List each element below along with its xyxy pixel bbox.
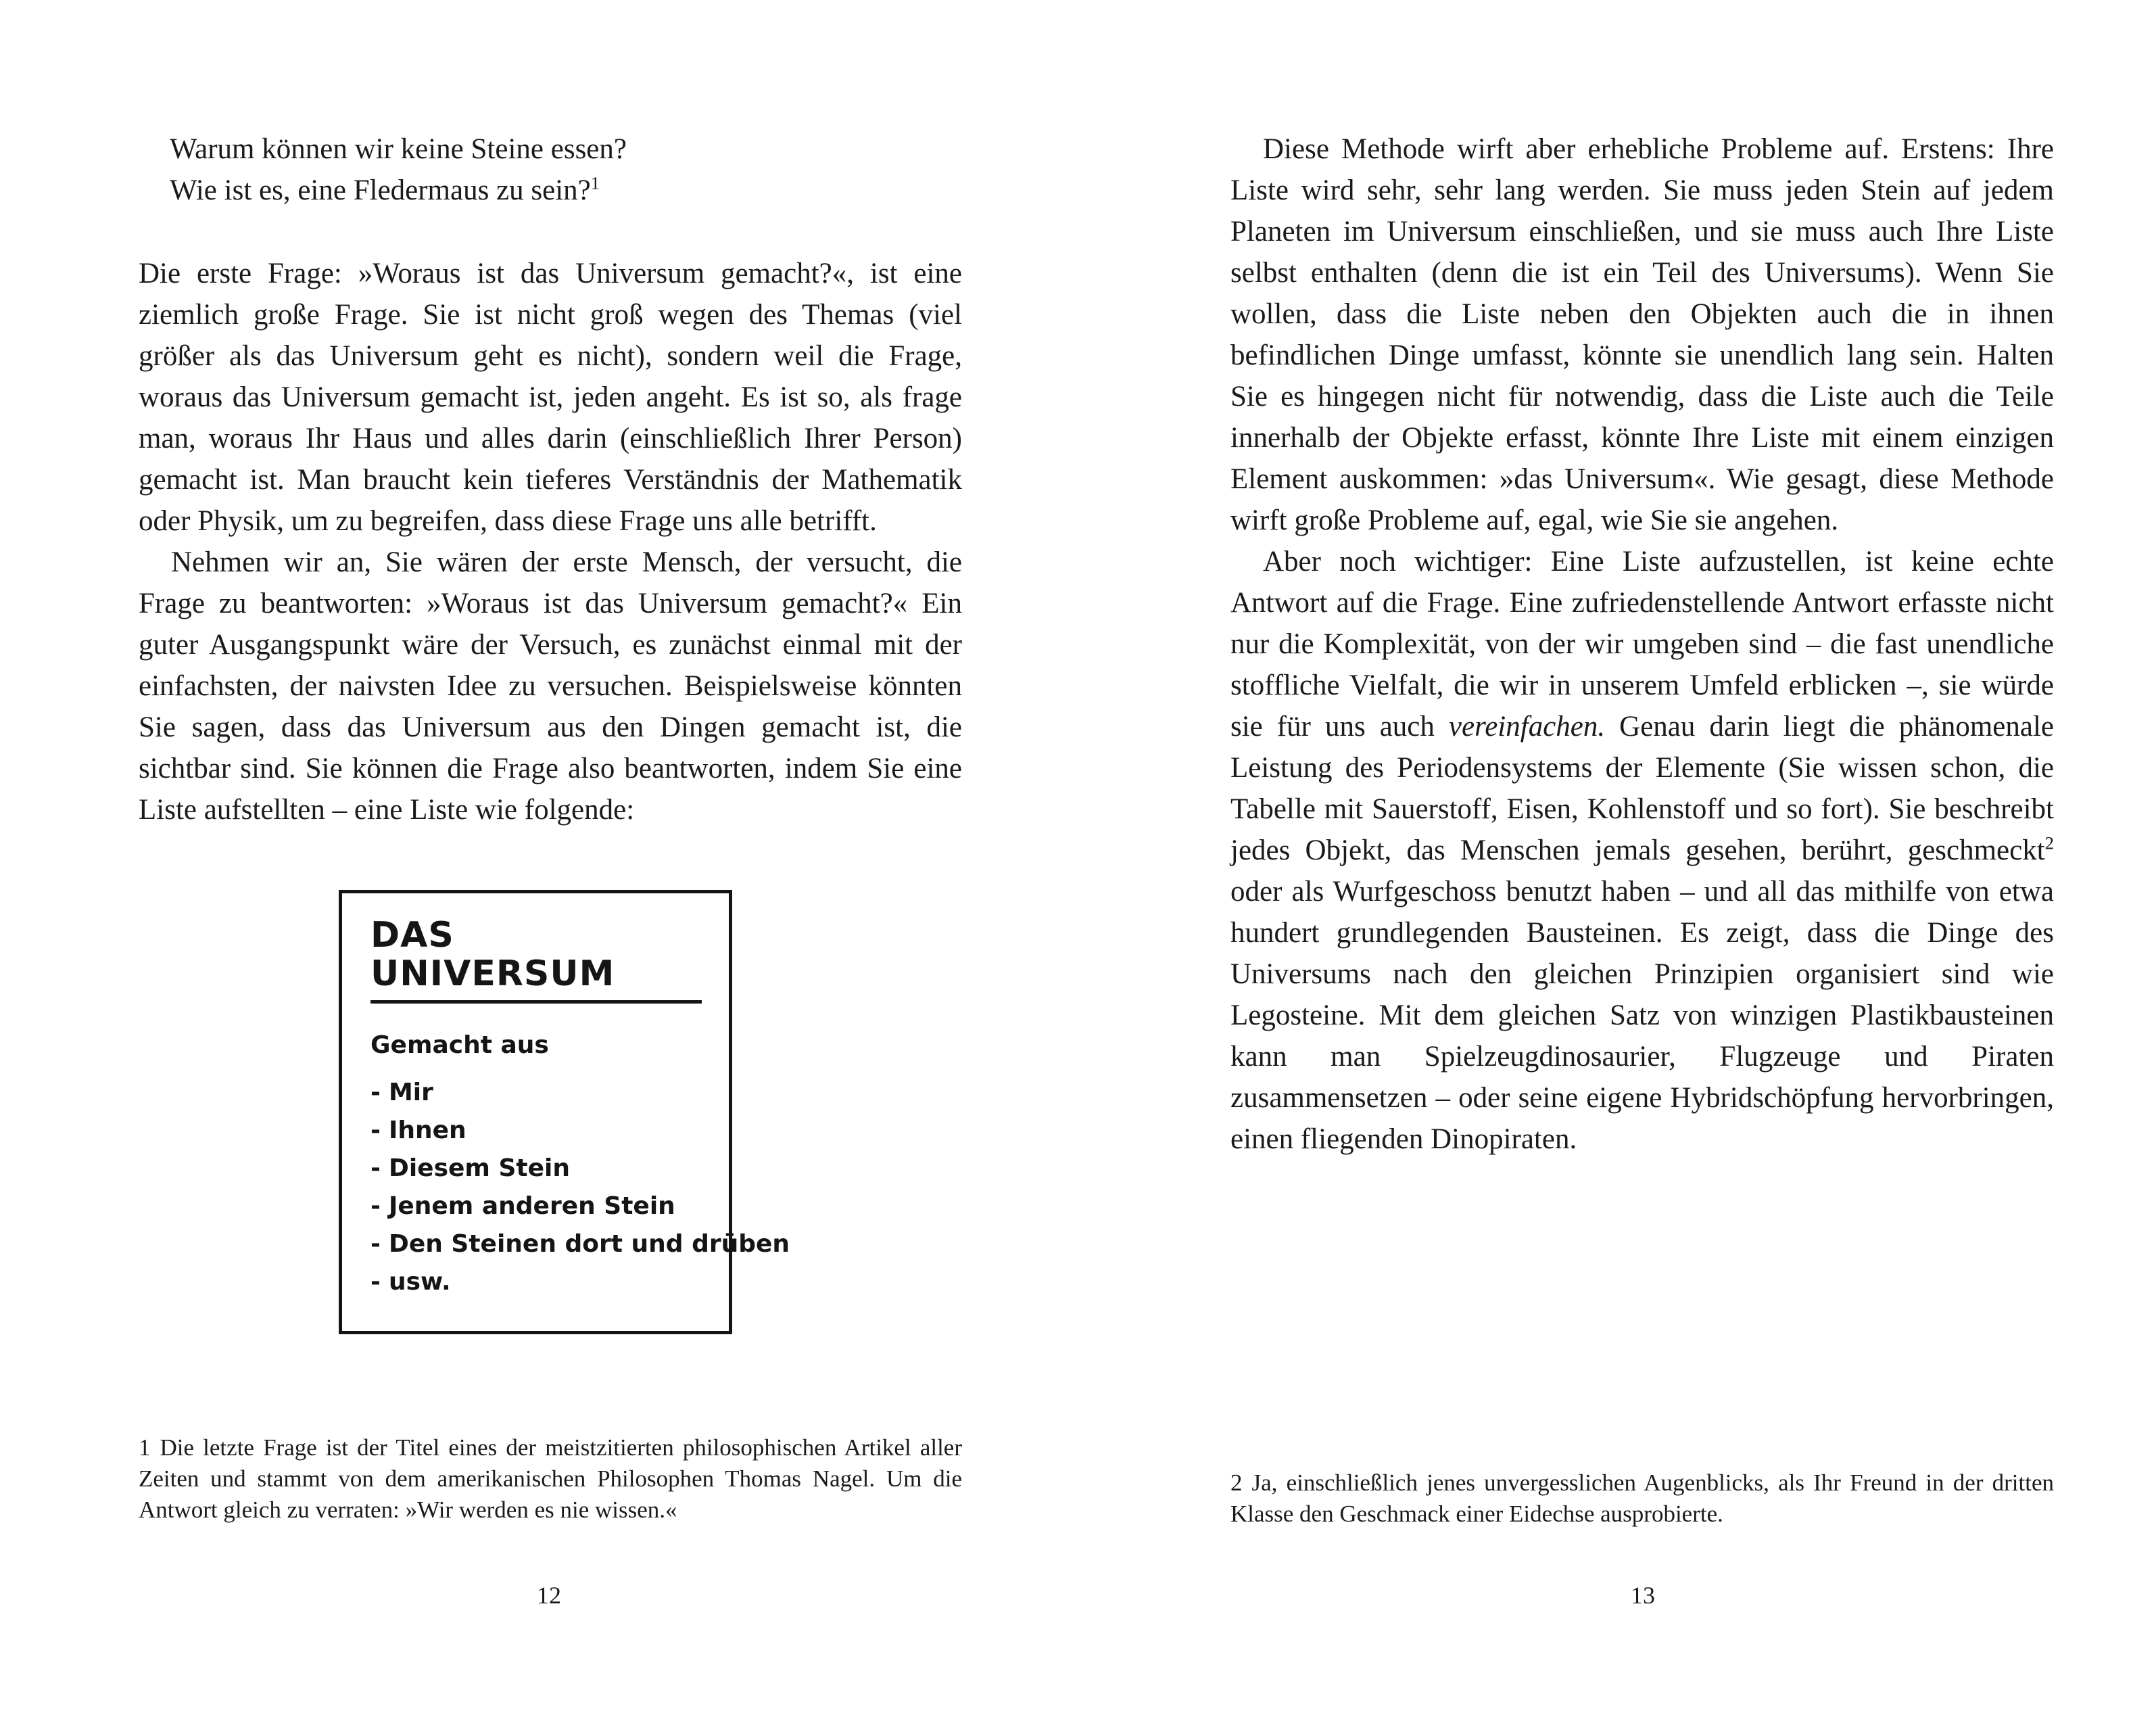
- list-dash-marker: -: [370, 1230, 381, 1259]
- left-paragraph-2: Nehmen wir an, Sie wären der erste Mensch, der versucht, die Frage zu beantworten: »Woraus ist das Universum gemacht?« Ein guter Ausgangspunkt wäre der Versuch, es zunächst einmal mit der einfachsten, der naivsten Idee zu versuchen. Beispielsweise könnten Sie sagen, dass das Universum aus den Dingen gemacht ist, die sichtbar sind. Sie können die Frage also beantworten, indem Sie eine Liste aufstellten – eine Liste wie folgende:: [139, 546, 962, 826]
- footnote-text: Die letzte Frage ist der Titel eines der meistzitierten philosophischen Artikel aller Zeiten und stammt von dem amerikanischen Philosophen Thomas Nagel. Um die Antwort gleich zu verraten: »Wir werden es nie wissen.«: [139, 1434, 962, 1523]
- universe-box-subtitle: Gemacht aus: [370, 1031, 549, 1060]
- footnote-ref-1: 1: [590, 172, 600, 193]
- list-dash-marker: -: [370, 1079, 381, 1107]
- page-number-right: 13: [1631, 1582, 1655, 1609]
- universe-list-box: [339, 890, 790, 1334]
- footnote-2: [1230, 1467, 2054, 1530]
- universe-box-item: - Den Steinen dort und drüben: [370, 1230, 790, 1259]
- right-paragraph-1: Diese Methode wirft aber erhebliche Probleme auf. Erstens: Ihre Liste wird sehr, sehr lang werden. Sie muss jeden Stein auf jedem Planeten im Universum einschließen, und sie muss auch Ihre Liste selbst enthalten (denn die ist ein Teil des Universums). Wenn Sie wollen, dass die Liste neben den Objekten auch die in ihnen befindlichen Dinge umfasst, könnte sie unendlich lang sein. Halten Sie es hingegen nicht für notwendig, dass die Liste auch die Teile innerhalb der Objekte erfasst, könnte Ihre Liste mit einem einzigen Element auskommen: »das Universum«. Wie gesagt, diese Methode wirft große Probleme auf, egal, wie Sie sie angehen.: [1230, 133, 2054, 536]
- list-dash-marker: -: [370, 1116, 381, 1145]
- footnote-number: 2: [1230, 1469, 1243, 1496]
- universe-box-item: - Mir: [370, 1079, 433, 1107]
- universe-box-item: - Ihnen: [370, 1116, 466, 1145]
- list-dash-marker: -: [370, 1154, 381, 1183]
- epigraph-line-2: Wie ist es, eine Fledermaus zu sein?$^1$: [170, 172, 600, 206]
- page-number-left: 12: [537, 1582, 561, 1609]
- universe-box-item: - Jenem anderen Stein: [370, 1192, 675, 1221]
- universe-box-item: - usw.: [370, 1268, 451, 1296]
- universe-box-title: DAS UNIVERSUM: [370, 916, 702, 1004]
- epigraph-line-1: Warum können wir keine Steine essen?: [170, 133, 627, 165]
- footnote-text: Ja, einschließlich jenes unvergesslichen Augenblicks, als Ihr Freund in der dritten Klasse den Geschmack einer Eidechse ausprobierte.: [1230, 1469, 2054, 1527]
- footnote-number: 1: [139, 1434, 151, 1461]
- footnote-1: [139, 1432, 962, 1526]
- footnote-ref-2: 2: [2044, 832, 2054, 853]
- epigraph: [170, 128, 962, 211]
- left-paragraph-1: Die erste Frage: »Woraus ist das Universum gemacht?«, ist eine ziemlich große Frage. Sie ist nicht groß wegen des Themas (viel größer als das Universum geht es nicht), sondern weil die Frage, woraus das Universum gemacht ist, jeden angeht. Es ist so, als frage man, woraus Ihr Haus und alles darin (einschließlich Ihrer Person) gemacht ist. Man braucht kein tieferes Verständnis der Mathematik oder Physik, um zu begreifen, dass diese Frage uns alle betrifft.: [139, 258, 962, 537]
- emphasized-word: vereinfachen.: [1448, 711, 1606, 743]
- universe-box-item: - Diesem Stein: [370, 1154, 571, 1183]
- right-page: [1230, 128, 2054, 1160]
- right-paragraph-2: Aber noch wichtiger: Eine Liste aufzustellen, ist keine echte Antwort auf die Frage. Eine zufriedenstellende Antwort erfasste nicht nur die Komplexität, von der wir umgeben sind – die fast unendliche stoffliche Vielfalt, die wir in unserem Umfeld erblicken –, sie würde sie für uns auch vereinfachen. Genau darin liegt die phänomenale Leistung des Periodensystems der Elemente (Sie wissen schon, die Tabelle mit Sauerstoff, Eisen, Kohlenstoff und so fort). Sie beschreibt jedes Objekt, das Menschen jemals gesehen, berührt, geschmeckt$^2$ oder als Wurfgeschoss benutzt haben – und all das mithilfe von etwa hundert grundlegenden Bausteinen. Es zeigt, dass die Dinge des Universums nach den gleichen Prinzipien organisiert sind wie Legosteine. Mit dem gleichen Satz von winzigen Plastikbausteinen kann man Spielzeugdinosaurier, Flugzeuge und Piraten zusammensetzen – oder seine eigene Hybridschöpfung hervorbringen, einen fliegenden Dinopiraten.: [1230, 546, 2054, 1155]
- list-dash-marker: -: [370, 1268, 381, 1296]
- list-dash-marker: -: [370, 1192, 381, 1221]
- left-page: [139, 128, 962, 1334]
